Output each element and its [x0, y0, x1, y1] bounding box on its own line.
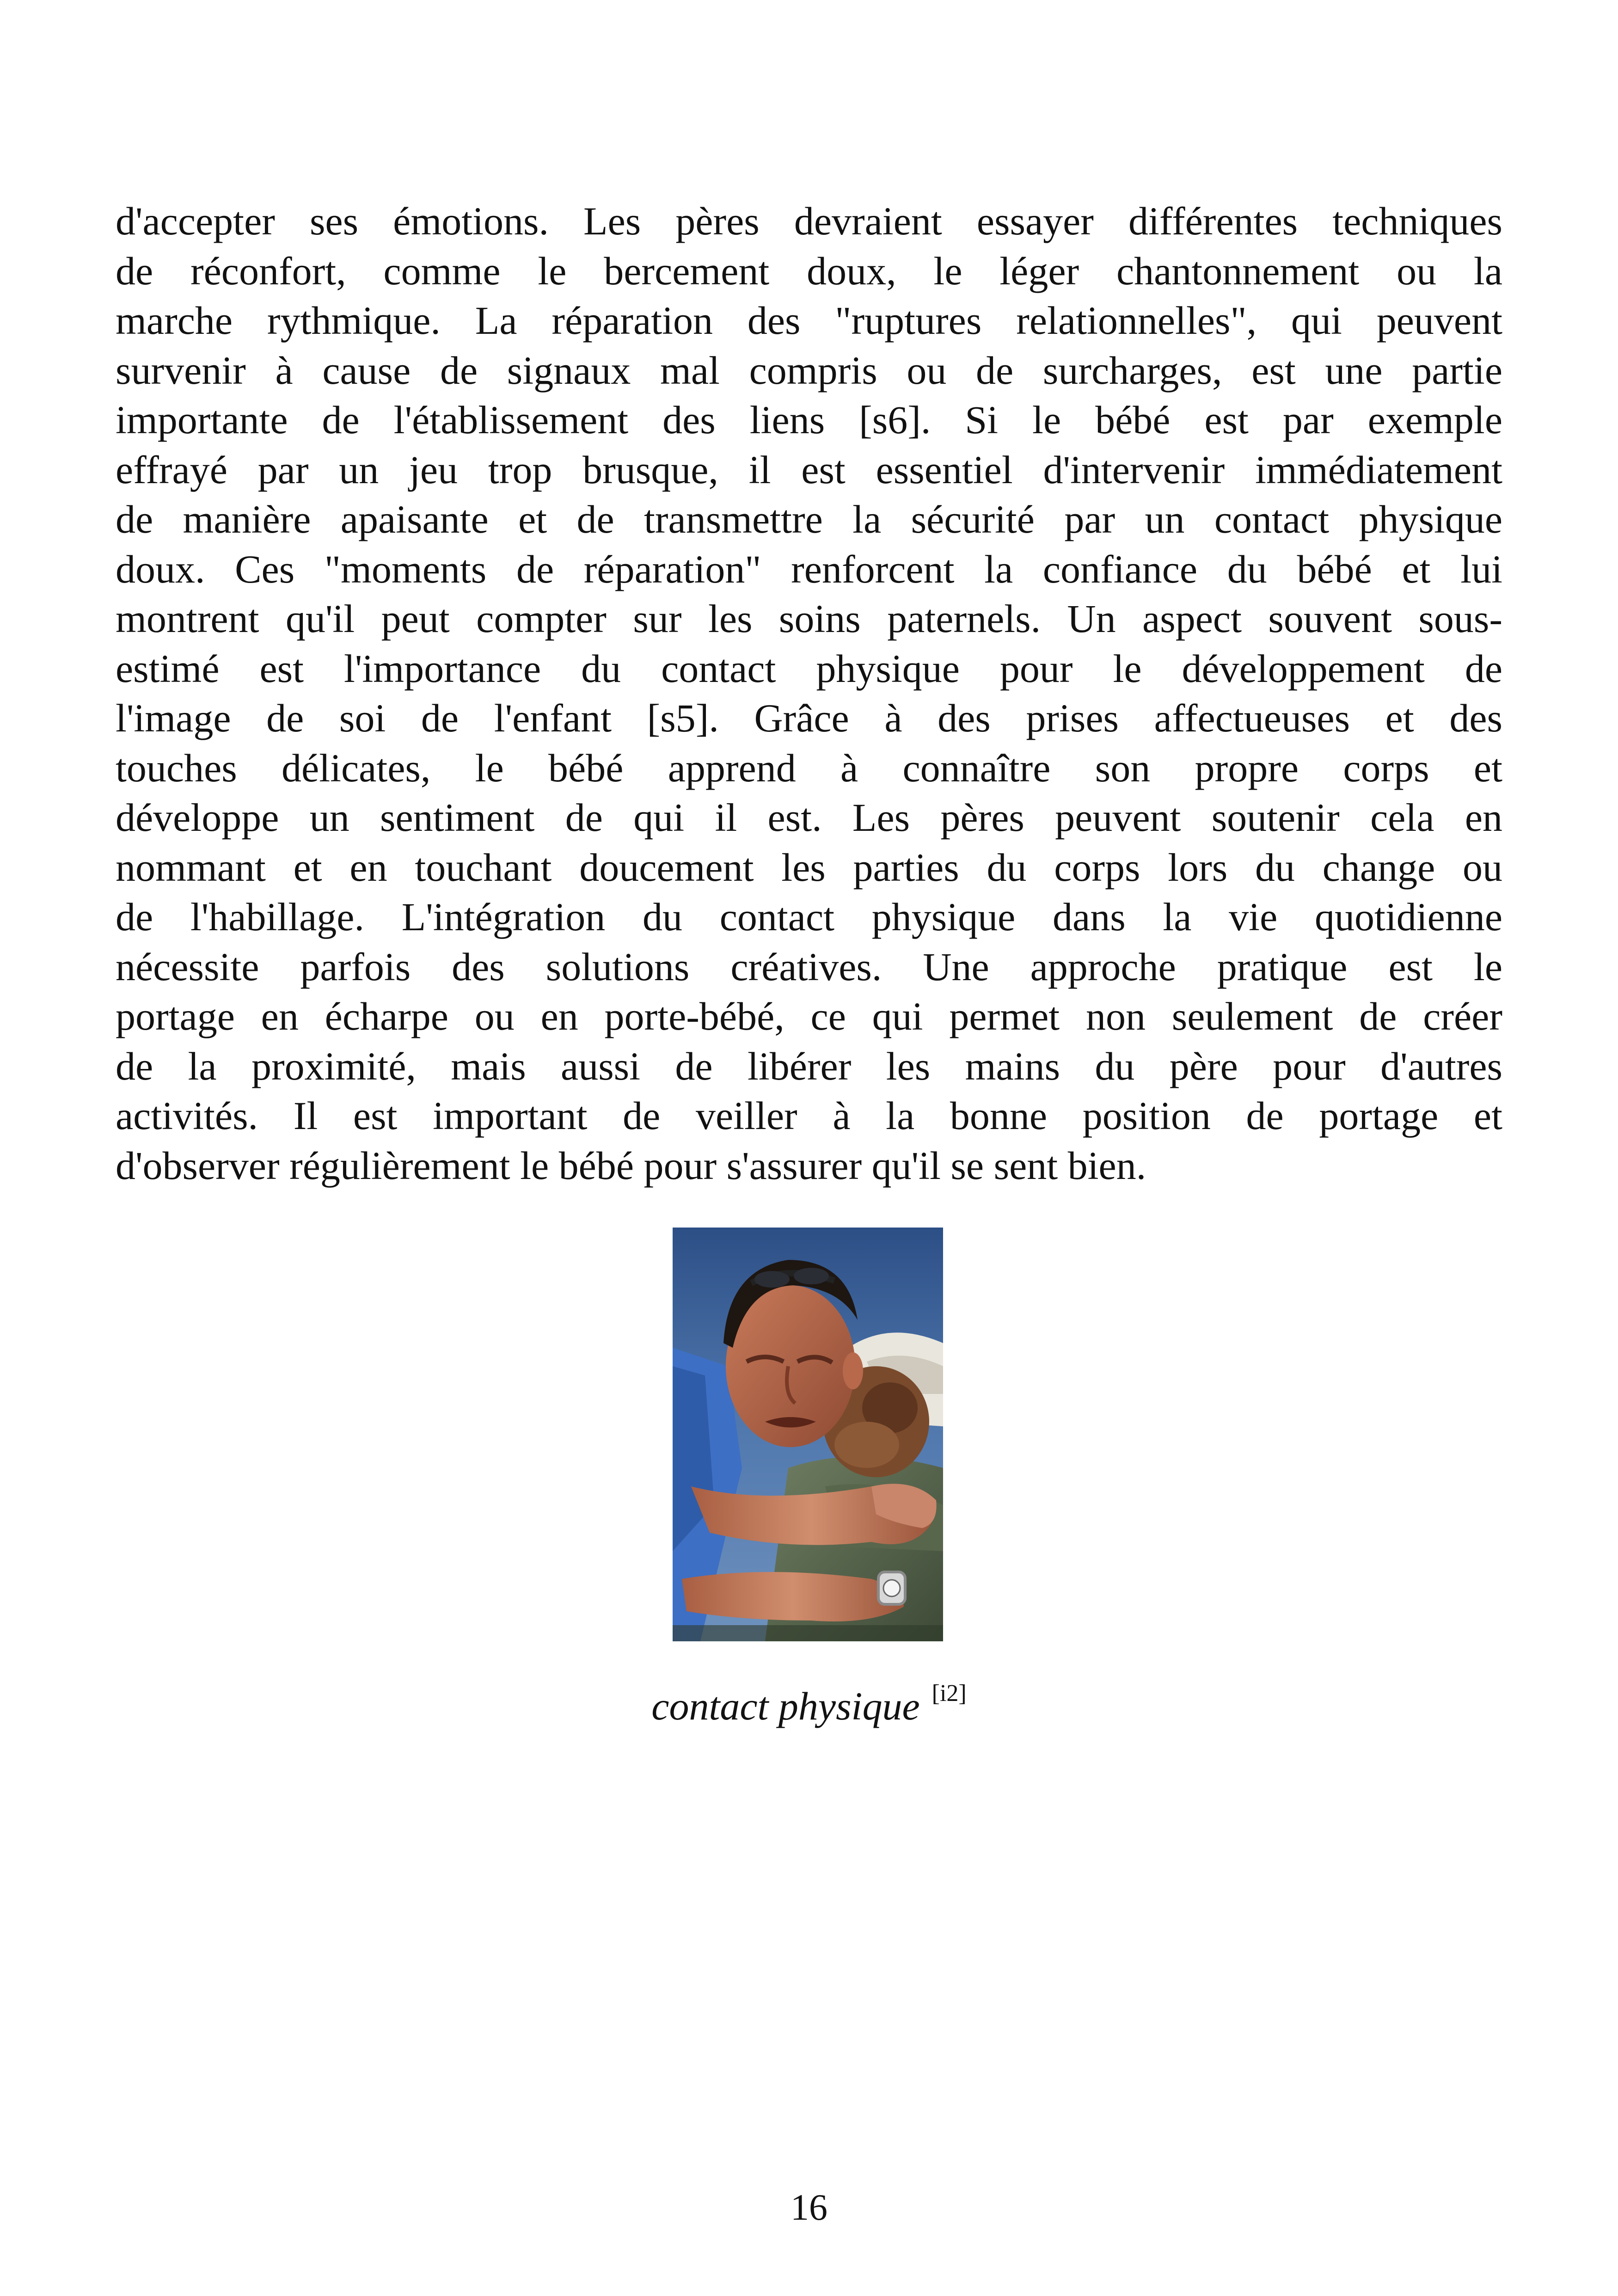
text-line: doux. Ces "moments de réparation" renforcent la confiance du bébé et lui	[116, 546, 1502, 591]
text-line: touches délicates, le bébé apprend à connaître son propre corps et	[116, 745, 1502, 790]
text-line: portage en écharpe ou en porte-bébé, ce qui permet non seulement de créer	[116, 994, 1502, 1038]
figure-caption	[0, 1680, 1618, 1729]
text-line: de réconfort, comme le bercement doux, le léger chantonnement ou la	[116, 248, 1502, 293]
hug-photo-illustration	[673, 1228, 943, 1641]
image-reference: [i2]	[932, 1680, 967, 1707]
text-line: estimé est l'importance du contact physique pour le développement de	[116, 646, 1502, 691]
page-number: 16	[791, 2187, 827, 2228]
text-line: activités. Il est important de veiller à la bonne position de portage et	[116, 1093, 1502, 1138]
text-line: d'observer régulièrement le bébé pour s'assurer qu'il se sent bien.	[116, 1143, 1146, 1188]
text-line: montrent qu'il peut compter sur les soins paternels. Un aspect souvent sous-	[116, 596, 1502, 641]
text-line: développe un sentiment de qui il est. Les pères peuvent soutenir cela en	[116, 795, 1502, 840]
text-line: l'image de soi de l'enfant [s5]. Grâce à des prises affectueuses et des	[116, 696, 1502, 740]
text-line: importante de l'établissement des liens [s6]. Si le bébé est par exemple	[116, 398, 1502, 442]
text-line: marche rythmique. La réparation des "ruptures relationnelles", qui peuvent	[116, 298, 1502, 343]
hug-photo	[673, 1228, 943, 1641]
text-line: effrayé par un jeu trop brusque, il est essentiel d'intervenir immédiatement	[116, 447, 1502, 492]
caption-text: contact physique	[651, 1684, 920, 1728]
text-line: de l'habillage. L'intégration du contact physique dans la vie quotidienne	[116, 895, 1502, 939]
text-line: nécessite parfois des solutions créatives. Une approche pratique est le	[116, 944, 1502, 989]
text-line: d'accepter ses émotions. Les pères devraient essayer différentes techniques	[116, 199, 1502, 243]
text-line: de la proximité, mais aussi de libérer les mains du père pour d'autres	[116, 1044, 1502, 1088]
text-line: nommant et en touchant doucement les parties du corps lors du change ou	[116, 845, 1502, 890]
text-line: de manière apaisante et de transmettre la sécurité par un contact physique	[116, 497, 1502, 541]
text-line: survenir à cause de signaux mal compris ou de surcharges, est une partie	[116, 348, 1502, 393]
body-paragraph	[116, 196, 1502, 1191]
